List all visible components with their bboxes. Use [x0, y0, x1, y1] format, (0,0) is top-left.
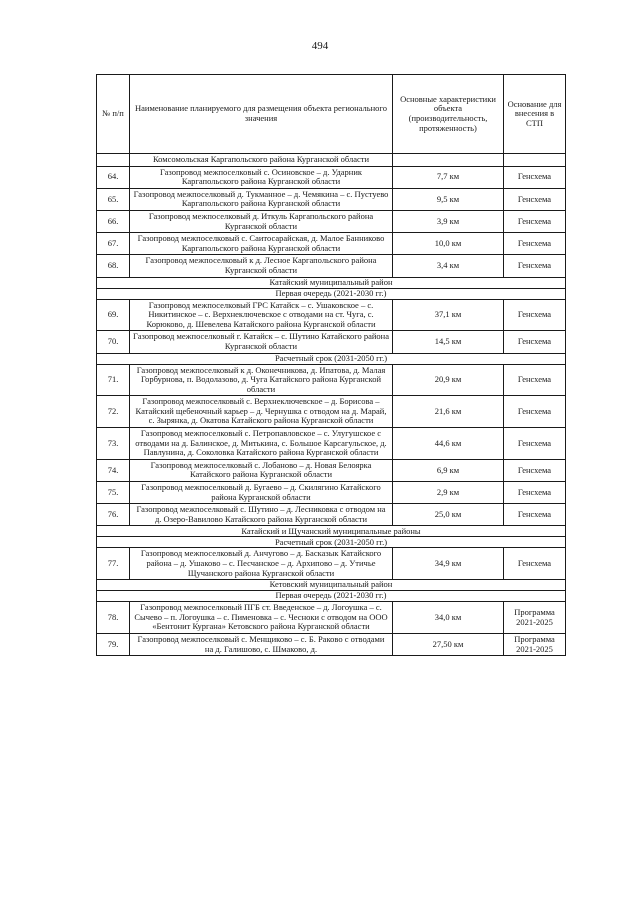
row-name: Газопровод межпоселковый д. Бугаево – д. Скилягино Катайского района Курганской области — [130, 482, 393, 504]
row-num: 67. — [97, 233, 130, 255]
table-section-row — [97, 288, 566, 299]
table-row — [97, 602, 566, 634]
row-characteristics: 7,7 км — [393, 166, 504, 188]
row-name: Газопровод межпоселковый ГРС Катайск – с. Ушаковское – с. Никитинское – с. Верхнеключевское с отводами на ст. Чуга, с. Корюково, д. Шевелева Катайского района Курганской области — [130, 299, 393, 331]
row-characteristics: 14,5 км — [393, 331, 504, 353]
row-name: Газопровод межпоселковый к д. Оконечникова, д. Ипатова, д. Малая Горбурнова, п. Водолазово, д. Чуга Катайского района Курганской области — [130, 364, 393, 396]
row-characteristics: 10,0 км — [393, 233, 504, 255]
table-row — [97, 210, 566, 232]
section-title: Первая очередь (2021-2030 гг.) — [97, 591, 566, 602]
row-basis: Генсхема — [504, 364, 566, 396]
row-characteristics: 27,50 км — [393, 633, 504, 655]
table-row — [97, 428, 566, 460]
row-num: 68. — [97, 255, 130, 277]
row-basis — [504, 154, 566, 167]
row-name: Газопровод межпоселковый д. Тукманное – д. Чемякина – с. Пустуево Каргапольского района Курганской области — [130, 188, 393, 210]
table-row — [97, 154, 566, 167]
row-basis: Программа 2021-2025 — [504, 633, 566, 655]
row-num: 78. — [97, 602, 130, 634]
table-row — [97, 188, 566, 210]
row-num: 65. — [97, 188, 130, 210]
row-characteristics: 37,1 км — [393, 299, 504, 331]
row-name: Газопровод межпоселковый с. Шутино – д. Лесниковка с отводом на д. Озеро-Вавилово Катайского района Курганской области — [130, 504, 393, 526]
row-name: Газопровод межпоселковый г. Катайск – с. Шутино Катайского района Курганской области — [130, 331, 393, 353]
table-row — [97, 233, 566, 255]
row-basis: Генсхема — [504, 299, 566, 331]
header-characteristics: Основные характеристики объекта (производительность, протяженность) — [393, 75, 504, 154]
row-basis: Генсхема — [504, 188, 566, 210]
row-characteristics: 6,9 км — [393, 459, 504, 481]
row-num — [97, 154, 130, 167]
row-num: 74. — [97, 459, 130, 481]
row-name: Газопровод межпоселковый д. Иткуль Каргапольского района Курганской области — [130, 210, 393, 232]
row-characteristics: 9,5 км — [393, 188, 504, 210]
table-row — [97, 166, 566, 188]
row-name: Газопровод межпоселковый с. Лобаново – д. Новая Белоярка Катайского района Курганской области — [130, 459, 393, 481]
row-basis: Генсхема — [504, 255, 566, 277]
row-basis: Генсхема — [504, 396, 566, 428]
row-num: 73. — [97, 428, 130, 460]
row-basis: Генсхема — [504, 331, 566, 353]
section-title: Расчетный срок (2031-2050 гг.) — [97, 353, 566, 364]
table-section-row — [97, 526, 566, 537]
table-row — [97, 633, 566, 655]
row-name: Газопровод межпоселковый с. Менщиково – с. Б. Раково с отводами на д. Галишово, с. Шмаково, д. — [130, 633, 393, 655]
table-section-row — [97, 591, 566, 602]
table-body — [97, 154, 566, 656]
section-title: Катайский и Щучанский муниципальные районы — [97, 526, 566, 537]
row-basis: Генсхема — [504, 504, 566, 526]
section-title: Катайский муниципальный район — [97, 277, 566, 288]
header-basis: Основание для внесения в СТП — [504, 75, 566, 154]
table-section-row — [97, 277, 566, 288]
row-num: 66. — [97, 210, 130, 232]
section-title: Расчетный срок (2031-2050 гг.) — [97, 537, 566, 548]
table-row — [97, 299, 566, 331]
row-name: Комсомольская Каргапольского района Курганской области — [130, 154, 393, 167]
row-num: 77. — [97, 548, 130, 580]
row-num: 79. — [97, 633, 130, 655]
row-num: 71. — [97, 364, 130, 396]
table-row — [97, 504, 566, 526]
row-basis: Генсхема — [504, 548, 566, 580]
row-characteristics: 3,4 км — [393, 255, 504, 277]
regional-objects-table — [96, 74, 566, 656]
row-basis: Генсхема — [504, 482, 566, 504]
row-name: Газопровод межпоселковый д. Анчугово – д. Басказык Катайского района – д. Ушаково – с. Песчанское – д. Архипово – д. Утичье Щучанского района Курганской области — [130, 548, 393, 580]
row-characteristics: 21,6 км — [393, 396, 504, 428]
table-row — [97, 255, 566, 277]
row-num: 69. — [97, 299, 130, 331]
row-num: 75. — [97, 482, 130, 504]
table-section-row — [97, 537, 566, 548]
header-num: № п/п — [97, 75, 130, 154]
page-number: 494 — [311, 40, 329, 52]
table-row — [97, 482, 566, 504]
row-name: Газопровод межпоселковый с. Верхнеключевское – д. Борисова – Катайский щебеночный карьер – д. Чернушка с отводом на д. Марай, с. Зырянка, д. Окатова Катайского района Курганской области — [130, 396, 393, 428]
row-basis: Генсхема — [504, 428, 566, 460]
table-row — [97, 331, 566, 353]
row-characteristics: 3,9 км — [393, 210, 504, 232]
table-row — [97, 548, 566, 580]
table-row — [97, 459, 566, 481]
row-basis: Генсхема — [504, 459, 566, 481]
row-num: 72. — [97, 396, 130, 428]
row-characteristics: 25,0 км — [393, 504, 504, 526]
row-basis: Генсхема — [504, 233, 566, 255]
header-name: Наименование планируемого для размещения объекта регионального значения — [130, 75, 393, 154]
table-row — [97, 364, 566, 396]
row-characteristics: 34,0 км — [393, 602, 504, 634]
row-num: 76. — [97, 504, 130, 526]
row-basis: Генсхема — [504, 166, 566, 188]
table-header-row — [97, 75, 566, 154]
table-row — [97, 396, 566, 428]
row-name: Газопровод межпоселковый с. Петропавловское – с. Улугушское с отводами на д. Балинское, д. Митькина, с. Большое Карсагульское, д. Павлунина, д. Соколовка Катайского района Курганской области — [130, 428, 393, 460]
table-section-row — [97, 353, 566, 364]
row-num: 64. — [97, 166, 130, 188]
row-characteristics: 44,6 км — [393, 428, 504, 460]
row-basis: Генсхема — [504, 210, 566, 232]
row-name: Газопровод межпоселковый к д. Лесное Каргапольского района Курганской области — [130, 255, 393, 277]
row-characteristics — [393, 154, 504, 167]
row-characteristics: 2,9 км — [393, 482, 504, 504]
row-basis: Программа 2021-2025 — [504, 602, 566, 634]
row-characteristics: 34,9 км — [393, 548, 504, 580]
row-name: Газопровод межпоселковый с. Осиновское – д. Ударник Каргапольского района Курганской области — [130, 166, 393, 188]
section-title: Первая очередь (2021-2030 гг.) — [97, 288, 566, 299]
section-title: Кетовский муниципальный район — [97, 580, 566, 591]
row-name: Газопровод межпоселковый с. Саитосарайская, д. Малое Банниково Каргапольского района Курганской области — [130, 233, 393, 255]
table-section-row — [97, 580, 566, 591]
row-name: Газопровод межпоселковый ПГБ ст. Введенское – д. Логоушка – с. Сычево – п. Логоушка – с. Пименовка – с. Чесноки с отводом на ООО «Бентонит Кургана» Кетовского района Курганской области — [130, 602, 393, 634]
row-characteristics: 20,9 км — [393, 364, 504, 396]
row-num: 70. — [97, 331, 130, 353]
